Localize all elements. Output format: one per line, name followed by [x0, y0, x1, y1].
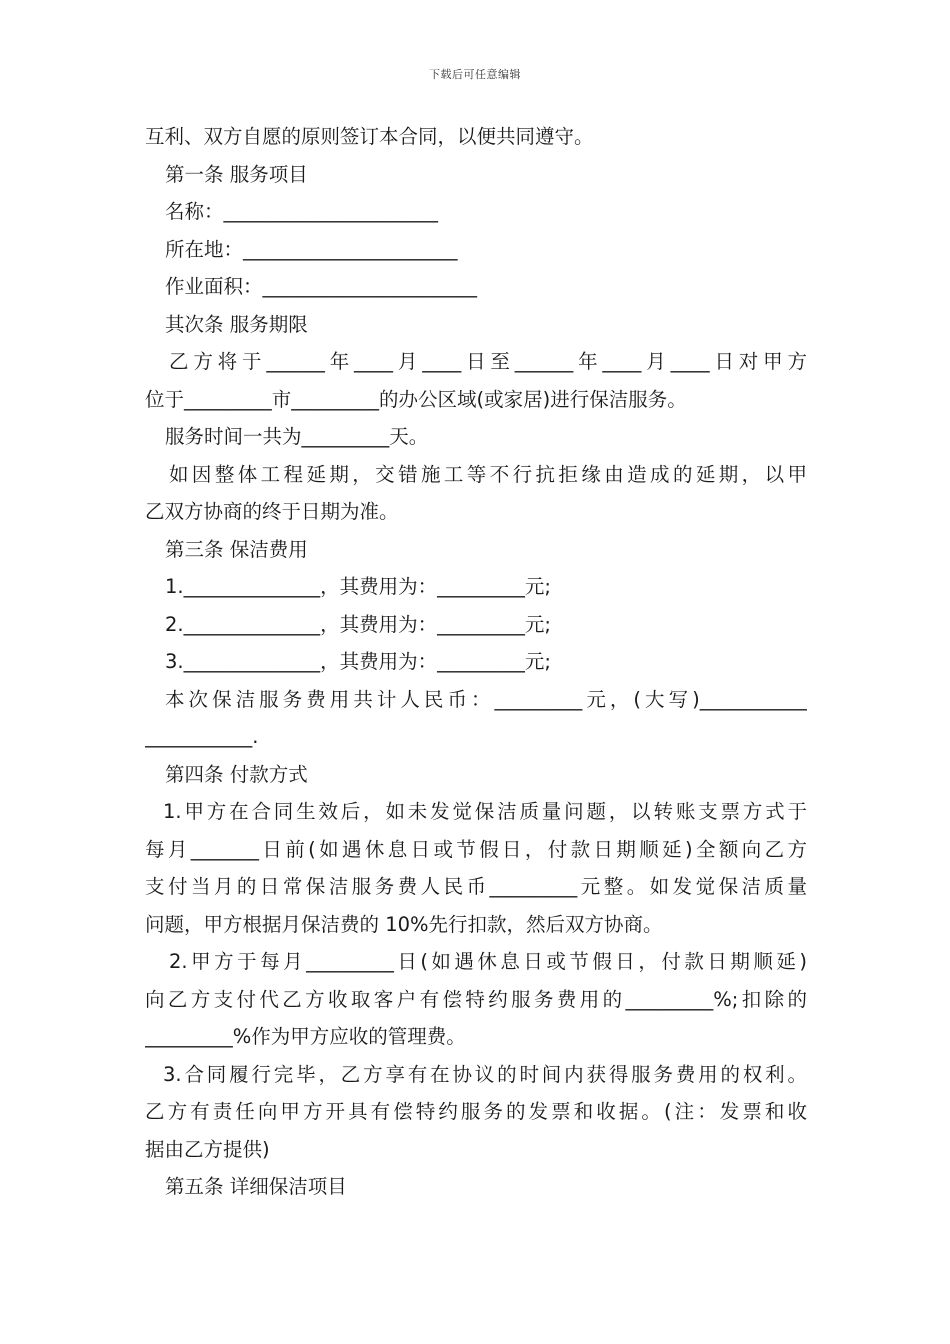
paragraph-line: 乙双方协商的终于日期为准。 — [145, 500, 399, 523]
fee-item-line: 3.______________，其费用为：_________元; — [165, 650, 551, 673]
paragraph-line: 乙方有责任向甲方开具有偿特约服务的发票和收据。(注：发票和收 — [145, 1100, 807, 1123]
fee-total-line: 本次保洁服务费用共计人民币：_________元，(大写)___________ — [165, 687, 807, 711]
contract-body — [145, 118, 807, 1206]
page-header: 下载后可任意编辑 — [429, 68, 521, 81]
paragraph-line: 向乙方支付代乙方收取客户有偿特约服务费用的_________%;扣除的 — [145, 987, 807, 1011]
paragraph-line: 如因整体工程延期，交错施工等不行抗拒缘由造成的延期，以甲 — [169, 462, 807, 486]
section-heading-payment-method: 第四条 付款方式 — [165, 762, 308, 786]
fee-item-line: 2.______________，其费用为：_________元; — [165, 612, 551, 636]
paragraph-line: 1.甲方在合同生效后，如未发觉保洁质量问题，以转账支票方式于 — [163, 800, 807, 823]
paragraph-line: 3.合同履行完毕，乙方享有在协议的时间内获得服务费用的权利。 — [163, 1062, 807, 1086]
paragraph-line: _________%作为甲方应收的管理费。 — [145, 1025, 466, 1048]
paragraph-line: 问题，甲方根据月保洁费的 10%先行扣款，然后双方协商。 — [145, 912, 663, 936]
paragraph-line: 服务时间一共为_________天。 — [165, 425, 429, 448]
paragraph-line: 每月_______日前(如遇休息日或节假日，付款日期顺延)全额向乙方 — [145, 837, 807, 861]
section-heading-service-items: 第一条 服务项目 — [165, 162, 308, 186]
paragraph-line: 位于_________市_________的办公区域(或家居)进行保洁服务。 — [145, 387, 687, 411]
paragraph-line: 2.甲方于每月_________日(如遇休息日或节假日，付款日期顺延) — [169, 950, 807, 973]
section-heading-detailed-items: 第五条 详细保洁项目 — [165, 1175, 347, 1198]
field-location: 所在地：______________________ — [165, 237, 458, 261]
fee-item-line: 1.______________，其费用为：_________元; — [165, 575, 551, 598]
field-work-area: 作业面积：______________________ — [165, 275, 478, 298]
paragraph-line: 乙方将于______年____月____日至______年____月____日对甲方 — [169, 350, 807, 373]
paragraph-line: 据由乙方提供) — [145, 1137, 270, 1161]
paragraph-line: ___________. — [145, 725, 259, 748]
paragraph-line: 互利、双方自愿的原则签订本合同，以便共同遵守。 — [145, 125, 594, 148]
section-heading-service-period: 其次条 服务期限 — [165, 312, 308, 336]
field-name: 名称：______________________ — [165, 200, 439, 223]
paragraph-line: 支付当月的日常保洁服务费人民币_________元整。如发觉保洁质量 — [145, 875, 807, 898]
section-heading-cleaning-fees: 第三条 保洁费用 — [165, 537, 308, 561]
